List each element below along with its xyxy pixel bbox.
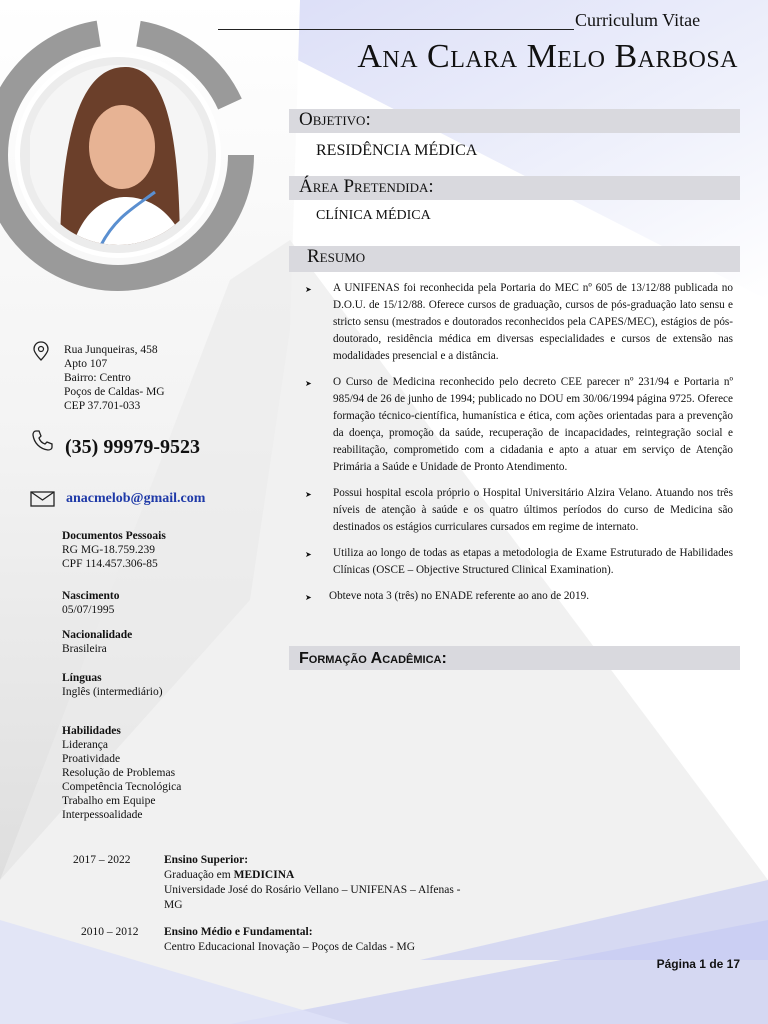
list-item: ➤ Obteve nota 3 (três) no ENADE referente ao ano de 2019. (305, 590, 590, 602)
document-label: Curriculum Vitae (575, 10, 701, 30)
birth-block: Nascimento 05/07/1995 (62, 590, 120, 616)
personal-docs: Documentos Pessoais RG MG-18.759.239 CPF 114.457.306-85 (62, 530, 166, 570)
languages-block: Línguas Inglês (intermediário) (62, 672, 163, 698)
location-icon (30, 340, 52, 362)
resumo-list (305, 280, 733, 615)
objetivo-value: RESIDÊNCIA MÉDICA (316, 142, 478, 159)
objetivo-heading: Objetivo: (289, 109, 740, 133)
email-link[interactable]: anacmelob@gmail.com (66, 491, 206, 506)
area-value: CLÍNICA MÉDICA (316, 208, 431, 223)
resumo-heading: Resumo (289, 246, 740, 272)
header-rule (218, 29, 574, 30)
list-item: ➤ O Curso de Medicina reconhecido pelo decreto CEE parecer nº 231/94 e Portaria nº 985/94 de 26 de junho de 1994; publicado no DOU em 30/06/1994 página 9725. Oferece formação técnico-científica, humanística e ética, com ações orientadas para a prevenção da doença, promoção da saúde, recuperação de incapacidades, reintegração social e reabilitação, comprometido com a cidadania e apto a atuar em serviço de Atenção Primária a Saúde e Unidade de Pronto Atendimento. (305, 376, 733, 473)
list-item: ➤ Possui hospital escola próprio o Hospital Universitário Alzira Velano. Atuando nos três níveis de atenção à saúde e os quatro últimos períodos do curso de Medicina são destinados os estágios curriculares cursados em regime de internato. (305, 487, 733, 533)
education-years: 2017 – 2022 (73, 854, 131, 866)
profile-photo (30, 57, 210, 257)
page-number: Página 1 de 17 (656, 957, 740, 971)
email-icon (30, 490, 56, 508)
area-heading: Área Pretendida: (289, 176, 740, 200)
list-item: ➤ Utiliza ao longo de todas as etapas a metodologia de Exame Estruturado de Habilidades Clínicas (OSCE – Objective Structured Clinical Examination). (305, 547, 733, 576)
formacao-heading: Formação Acadêmica: (289, 646, 740, 670)
phone-icon (30, 428, 54, 452)
education-entry: Ensino Médio e Fundamental: Centro Educacional Inovação – Poços de Caldas - MG (164, 926, 416, 953)
skills-block: Habilidades Liderança Proatividade Resolução de Problemas Competência Tecnológica Trabalho em Equipe Interpessoalidade (62, 725, 182, 821)
nationality-block: Nacionalidade Brasileira (62, 629, 133, 655)
education-years: 2010 – 2012 (81, 926, 139, 938)
phone-number: (35) 99979-9523 (65, 436, 200, 458)
candidate-name: Ana Clara Melo Barbosa (357, 38, 738, 75)
education-entry: Ensino Superior: Graduação em MEDICINA Universidade José do Rosário Vellano – UNIFENAS – Alfenas - MG (164, 854, 461, 911)
address-block: Rua Junqueiras, 458 Apto 107 Bairro: Centro Poços de Caldas- MG CEP 37.701-033 (64, 344, 165, 412)
list-item: ➤ A UNIFENAS foi reconhecida pela Portaria do MEC nº 605 de 13/12/88 publicada no D.O.U. de 15/12/88. Oferece cursos de graduação, cursos de pós-graduação lato sensu e stricto sensu (mestrados e doutorados reconhecidos pela CAPES/MEC), estágios de pós-doutorado, residência médica em diversas especialidades e cursos de extensão nas modalidades presencial e a distância. (305, 282, 733, 362)
